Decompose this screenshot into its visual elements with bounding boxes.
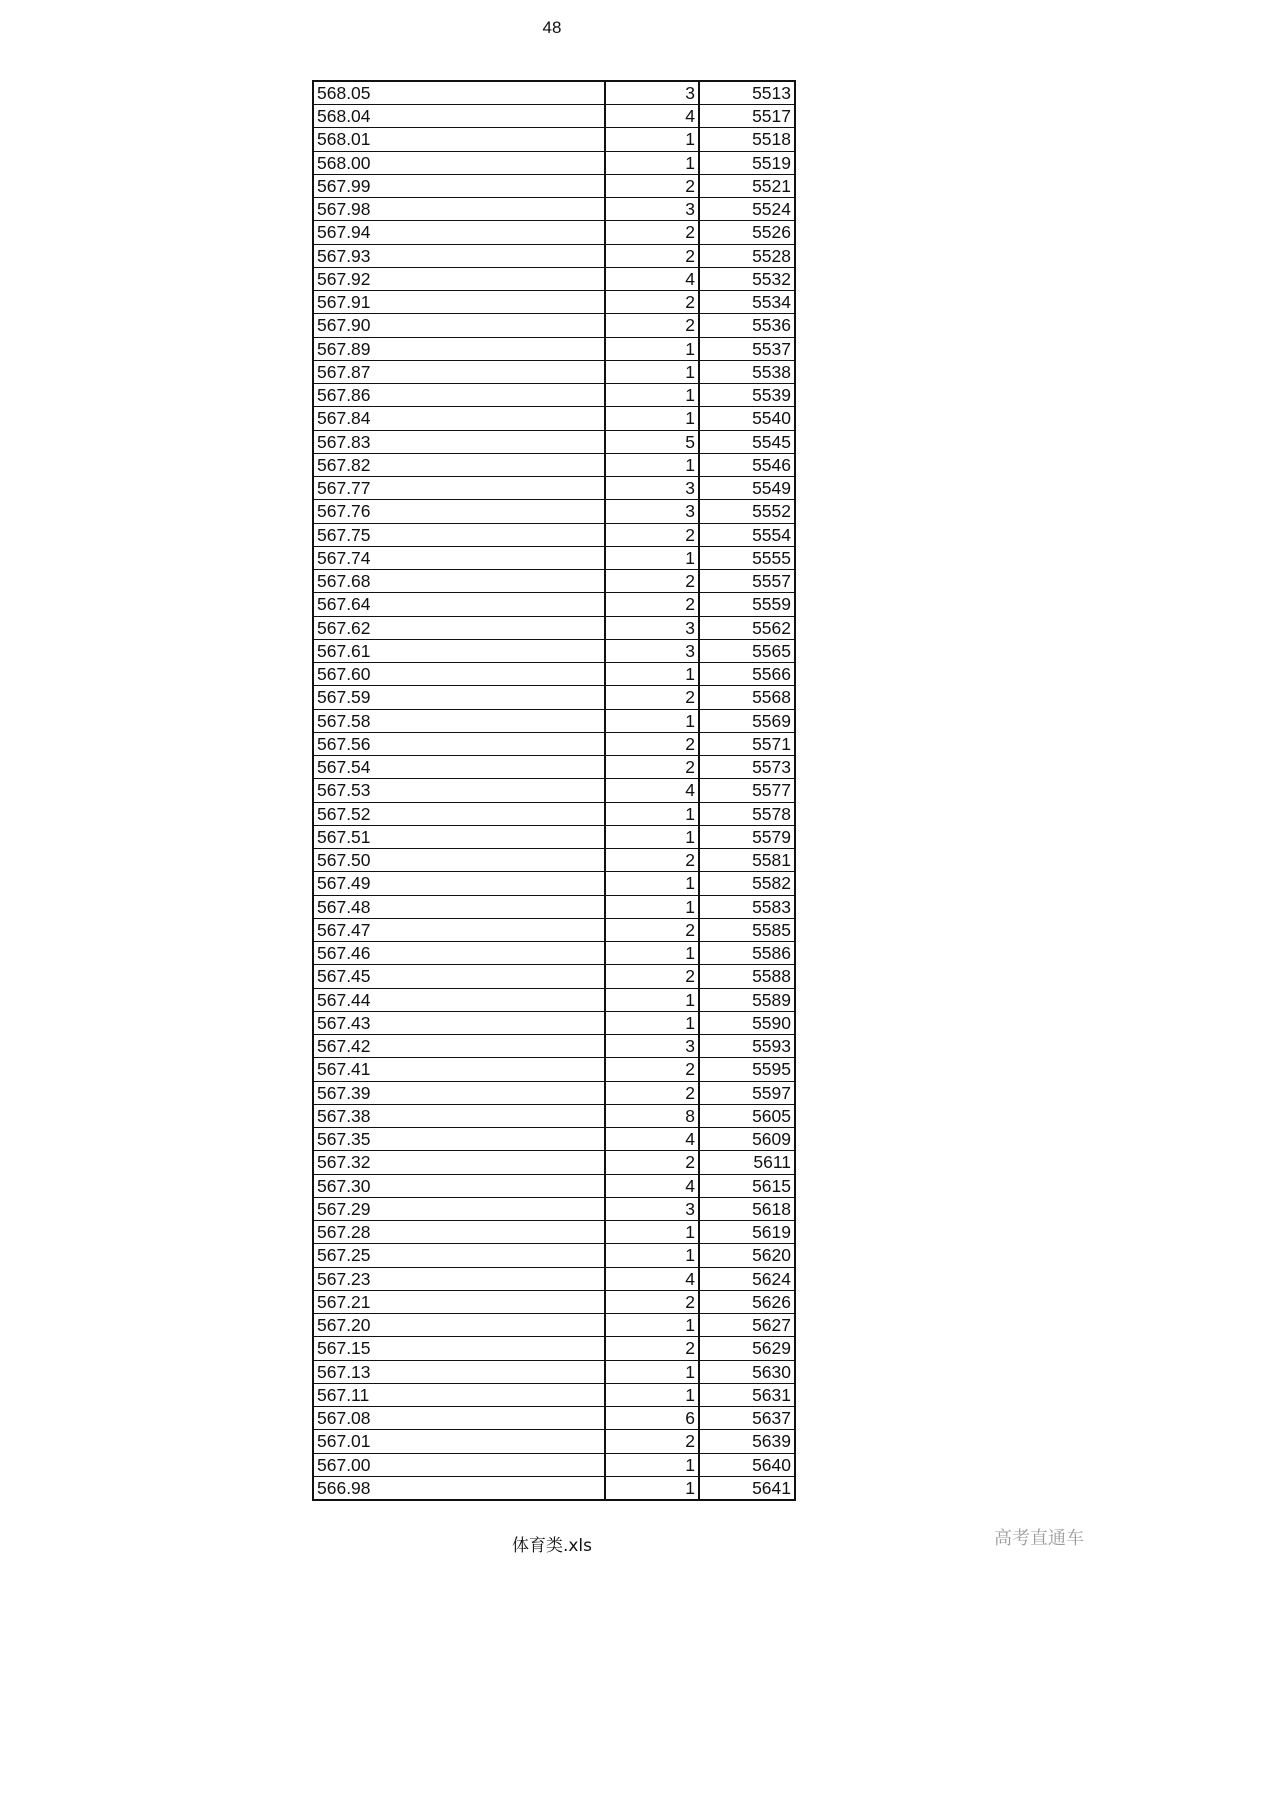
count-cell: 2 bbox=[605, 1151, 699, 1174]
score-cell: 567.51 bbox=[313, 825, 605, 848]
score-cell: 567.87 bbox=[313, 360, 605, 383]
score-cell: 567.39 bbox=[313, 1081, 605, 1104]
score-cell: 567.23 bbox=[313, 1267, 605, 1290]
count-cell: 2 bbox=[605, 732, 699, 755]
cumulative-cell: 5627 bbox=[699, 1314, 795, 1337]
cumulative-cell: 5557 bbox=[699, 570, 795, 593]
cumulative-cell: 5571 bbox=[699, 732, 795, 755]
score-cell: 567.41 bbox=[313, 1058, 605, 1081]
score-cell: 567.01 bbox=[313, 1430, 605, 1453]
cumulative-cell: 5597 bbox=[699, 1081, 795, 1104]
score-cell: 567.83 bbox=[313, 430, 605, 453]
score-cell: 567.54 bbox=[313, 756, 605, 779]
score-cell: 567.82 bbox=[313, 453, 605, 476]
table-row bbox=[313, 546, 795, 569]
count-cell: 2 bbox=[605, 570, 699, 593]
cumulative-cell: 5583 bbox=[699, 895, 795, 918]
score-cell: 567.30 bbox=[313, 1174, 605, 1197]
count-cell: 2 bbox=[605, 593, 699, 616]
count-cell: 1 bbox=[605, 895, 699, 918]
score-cell: 567.68 bbox=[313, 570, 605, 593]
table-row bbox=[313, 430, 795, 453]
score-cell: 567.45 bbox=[313, 965, 605, 988]
count-cell: 1 bbox=[605, 802, 699, 825]
cumulative-cell: 5624 bbox=[699, 1267, 795, 1290]
score-cell: 567.77 bbox=[313, 477, 605, 500]
table-row bbox=[313, 151, 795, 174]
cumulative-cell: 5518 bbox=[699, 128, 795, 151]
table-row bbox=[313, 1011, 795, 1034]
score-cell: 567.61 bbox=[313, 639, 605, 662]
table-row bbox=[313, 128, 795, 151]
count-cell: 1 bbox=[605, 1383, 699, 1406]
table-row bbox=[313, 825, 795, 848]
count-cell: 3 bbox=[605, 1197, 699, 1220]
count-cell: 4 bbox=[605, 1128, 699, 1151]
cumulative-cell: 5589 bbox=[699, 988, 795, 1011]
table-row bbox=[313, 1081, 795, 1104]
score-cell: 567.11 bbox=[313, 1383, 605, 1406]
cumulative-cell: 5569 bbox=[699, 709, 795, 732]
count-cell: 1 bbox=[605, 988, 699, 1011]
table-row bbox=[313, 732, 795, 755]
table-row bbox=[313, 570, 795, 593]
count-cell: 1 bbox=[605, 1011, 699, 1034]
cumulative-cell: 5554 bbox=[699, 523, 795, 546]
table-row bbox=[313, 453, 795, 476]
table-row bbox=[313, 337, 795, 360]
table-row bbox=[313, 593, 795, 616]
score-cell: 567.94 bbox=[313, 221, 605, 244]
score-cell: 567.29 bbox=[313, 1197, 605, 1220]
cumulative-cell: 5532 bbox=[699, 267, 795, 290]
score-cell: 567.86 bbox=[313, 384, 605, 407]
cumulative-cell: 5536 bbox=[699, 314, 795, 337]
cumulative-cell: 5549 bbox=[699, 477, 795, 500]
count-cell: 1 bbox=[605, 709, 699, 732]
table-row bbox=[313, 872, 795, 895]
table-row bbox=[313, 779, 795, 802]
table-row bbox=[313, 802, 795, 825]
score-cell: 568.04 bbox=[313, 105, 605, 128]
table-row bbox=[313, 477, 795, 500]
count-cell: 1 bbox=[605, 1221, 699, 1244]
count-cell: 2 bbox=[605, 291, 699, 314]
score-cell: 568.05 bbox=[313, 81, 605, 105]
table-row bbox=[313, 756, 795, 779]
score-cell: 568.00 bbox=[313, 151, 605, 174]
table-row bbox=[313, 686, 795, 709]
table-row bbox=[313, 1035, 795, 1058]
score-cell: 567.43 bbox=[313, 1011, 605, 1034]
count-cell: 2 bbox=[605, 918, 699, 941]
score-cell: 567.00 bbox=[313, 1453, 605, 1476]
table-row bbox=[313, 1314, 795, 1337]
count-cell: 1 bbox=[605, 663, 699, 686]
table-row bbox=[313, 267, 795, 290]
table-row bbox=[313, 1128, 795, 1151]
cumulative-cell: 5631 bbox=[699, 1383, 795, 1406]
score-cell: 567.58 bbox=[313, 709, 605, 732]
count-cell: 1 bbox=[605, 1244, 699, 1267]
cumulative-cell: 5521 bbox=[699, 174, 795, 197]
table-row bbox=[313, 895, 795, 918]
score-cell: 567.48 bbox=[313, 895, 605, 918]
cumulative-cell: 5568 bbox=[699, 686, 795, 709]
count-cell: 2 bbox=[605, 174, 699, 197]
cumulative-cell: 5586 bbox=[699, 942, 795, 965]
count-cell: 4 bbox=[605, 779, 699, 802]
score-cell: 567.93 bbox=[313, 244, 605, 267]
table-row bbox=[313, 1267, 795, 1290]
score-cell: 567.76 bbox=[313, 500, 605, 523]
table-row bbox=[313, 1383, 795, 1406]
score-cell: 567.59 bbox=[313, 686, 605, 709]
cumulative-cell: 5611 bbox=[699, 1151, 795, 1174]
count-cell: 1 bbox=[605, 360, 699, 383]
count-cell: 2 bbox=[605, 1290, 699, 1313]
cumulative-cell: 5534 bbox=[699, 291, 795, 314]
count-cell: 8 bbox=[605, 1104, 699, 1127]
table-row bbox=[313, 360, 795, 383]
score-cell: 567.74 bbox=[313, 546, 605, 569]
table-row bbox=[313, 1104, 795, 1127]
cumulative-cell: 5595 bbox=[699, 1058, 795, 1081]
count-cell: 3 bbox=[605, 616, 699, 639]
cumulative-cell: 5578 bbox=[699, 802, 795, 825]
table-row bbox=[313, 244, 795, 267]
table-row bbox=[313, 1360, 795, 1383]
count-cell: 2 bbox=[605, 244, 699, 267]
count-cell: 1 bbox=[605, 825, 699, 848]
cumulative-cell: 5552 bbox=[699, 500, 795, 523]
cumulative-cell: 5605 bbox=[699, 1104, 795, 1127]
count-cell: 2 bbox=[605, 221, 699, 244]
count-cell: 1 bbox=[605, 337, 699, 360]
cumulative-cell: 5528 bbox=[699, 244, 795, 267]
cumulative-cell: 5637 bbox=[699, 1407, 795, 1430]
cumulative-cell: 5590 bbox=[699, 1011, 795, 1034]
count-cell: 1 bbox=[605, 384, 699, 407]
count-cell: 1 bbox=[605, 872, 699, 895]
score-cell: 567.56 bbox=[313, 732, 605, 755]
page-number: 48 bbox=[542, 18, 562, 37]
score-cell: 567.90 bbox=[313, 314, 605, 337]
count-cell: 2 bbox=[605, 849, 699, 872]
cumulative-cell: 5559 bbox=[699, 593, 795, 616]
cumulative-cell: 5609 bbox=[699, 1128, 795, 1151]
count-cell: 3 bbox=[605, 198, 699, 221]
count-cell: 1 bbox=[605, 128, 699, 151]
count-cell: 2 bbox=[605, 686, 699, 709]
cumulative-cell: 5618 bbox=[699, 1197, 795, 1220]
table-row bbox=[313, 663, 795, 686]
score-cell: 568.01 bbox=[313, 128, 605, 151]
score-cell: 567.89 bbox=[313, 337, 605, 360]
cumulative-cell: 5565 bbox=[699, 639, 795, 662]
count-cell: 4 bbox=[605, 1267, 699, 1290]
table-body bbox=[313, 81, 795, 1500]
score-cell: 566.98 bbox=[313, 1476, 605, 1500]
score-cell: 567.84 bbox=[313, 407, 605, 430]
count-cell: 3 bbox=[605, 1035, 699, 1058]
count-cell: 1 bbox=[605, 1476, 699, 1500]
count-cell: 2 bbox=[605, 523, 699, 546]
table-row bbox=[313, 616, 795, 639]
count-cell: 4 bbox=[605, 267, 699, 290]
table-row bbox=[313, 314, 795, 337]
cumulative-cell: 5581 bbox=[699, 849, 795, 872]
score-cell: 567.64 bbox=[313, 593, 605, 616]
count-cell: 2 bbox=[605, 1337, 699, 1360]
score-cell: 567.13 bbox=[313, 1360, 605, 1383]
cumulative-cell: 5566 bbox=[699, 663, 795, 686]
score-cell: 567.20 bbox=[313, 1314, 605, 1337]
cumulative-cell: 5588 bbox=[699, 965, 795, 988]
cumulative-cell: 5539 bbox=[699, 384, 795, 407]
table-row bbox=[313, 1197, 795, 1220]
score-cell: 567.99 bbox=[313, 174, 605, 197]
table-row bbox=[313, 1453, 795, 1476]
table-row bbox=[313, 1407, 795, 1430]
count-cell: 2 bbox=[605, 314, 699, 337]
count-cell: 3 bbox=[605, 477, 699, 500]
score-cell: 567.53 bbox=[313, 779, 605, 802]
table-row bbox=[313, 1174, 795, 1197]
count-cell: 1 bbox=[605, 1360, 699, 1383]
score-cell: 567.75 bbox=[313, 523, 605, 546]
cumulative-cell: 5526 bbox=[699, 221, 795, 244]
cumulative-cell: 5517 bbox=[699, 105, 795, 128]
table-row bbox=[313, 1337, 795, 1360]
table-row bbox=[313, 988, 795, 1011]
table-row bbox=[313, 849, 795, 872]
cumulative-cell: 5513 bbox=[699, 81, 795, 105]
cumulative-cell: 5585 bbox=[699, 918, 795, 941]
count-cell: 3 bbox=[605, 500, 699, 523]
score-cell: 567.62 bbox=[313, 616, 605, 639]
count-cell: 1 bbox=[605, 942, 699, 965]
cumulative-cell: 5538 bbox=[699, 360, 795, 383]
table-row bbox=[313, 709, 795, 732]
cumulative-cell: 5641 bbox=[699, 1476, 795, 1500]
count-cell: 1 bbox=[605, 1453, 699, 1476]
table-row bbox=[313, 291, 795, 314]
score-distribution-table bbox=[312, 80, 796, 1501]
cumulative-cell: 5582 bbox=[699, 872, 795, 895]
count-cell: 1 bbox=[605, 546, 699, 569]
score-cell: 567.44 bbox=[313, 988, 605, 1011]
table-row bbox=[313, 198, 795, 221]
score-cell: 567.15 bbox=[313, 1337, 605, 1360]
count-cell: 2 bbox=[605, 1058, 699, 1081]
table-row bbox=[313, 221, 795, 244]
score-cell: 567.50 bbox=[313, 849, 605, 872]
cumulative-cell: 5562 bbox=[699, 616, 795, 639]
score-cell: 567.21 bbox=[313, 1290, 605, 1313]
score-cell: 567.92 bbox=[313, 267, 605, 290]
cumulative-cell: 5629 bbox=[699, 1337, 795, 1360]
score-cell: 567.49 bbox=[313, 872, 605, 895]
count-cell: 1 bbox=[605, 407, 699, 430]
count-cell: 2 bbox=[605, 756, 699, 779]
cumulative-cell: 5555 bbox=[699, 546, 795, 569]
score-cell: 567.08 bbox=[313, 1407, 605, 1430]
count-cell: 2 bbox=[605, 965, 699, 988]
score-cell: 567.42 bbox=[313, 1035, 605, 1058]
cumulative-cell: 5619 bbox=[699, 1221, 795, 1244]
table-row bbox=[313, 384, 795, 407]
cumulative-cell: 5639 bbox=[699, 1430, 795, 1453]
score-cell: 567.52 bbox=[313, 802, 605, 825]
cumulative-cell: 5593 bbox=[699, 1035, 795, 1058]
score-cell: 567.47 bbox=[313, 918, 605, 941]
table-row bbox=[313, 965, 795, 988]
score-cell: 567.91 bbox=[313, 291, 605, 314]
score-cell: 567.35 bbox=[313, 1128, 605, 1151]
score-cell: 567.46 bbox=[313, 942, 605, 965]
table-row bbox=[313, 1058, 795, 1081]
cumulative-cell: 5626 bbox=[699, 1290, 795, 1313]
table-row bbox=[313, 942, 795, 965]
cumulative-cell: 5630 bbox=[699, 1360, 795, 1383]
cumulative-cell: 5537 bbox=[699, 337, 795, 360]
cumulative-cell: 5579 bbox=[699, 825, 795, 848]
cumulative-cell: 5620 bbox=[699, 1244, 795, 1267]
score-cell: 567.98 bbox=[313, 198, 605, 221]
table-row bbox=[313, 174, 795, 197]
cumulative-cell: 5540 bbox=[699, 407, 795, 430]
score-cell: 567.28 bbox=[313, 1221, 605, 1244]
count-cell: 3 bbox=[605, 639, 699, 662]
cumulative-cell: 5615 bbox=[699, 1174, 795, 1197]
watermark: 高考直通车 bbox=[994, 1528, 1084, 1549]
score-cell: 567.38 bbox=[313, 1104, 605, 1127]
count-cell: 1 bbox=[605, 151, 699, 174]
table-row bbox=[313, 1151, 795, 1174]
count-cell: 3 bbox=[605, 81, 699, 105]
file-name: 体育类.xls bbox=[511, 1536, 593, 1556]
count-cell: 6 bbox=[605, 1407, 699, 1430]
table-row bbox=[313, 523, 795, 546]
table-row bbox=[313, 105, 795, 128]
cumulative-cell: 5545 bbox=[699, 430, 795, 453]
table-row bbox=[313, 1244, 795, 1267]
table-row bbox=[313, 500, 795, 523]
cumulative-cell: 5546 bbox=[699, 453, 795, 476]
cumulative-cell: 5640 bbox=[699, 1453, 795, 1476]
table-row bbox=[313, 1476, 795, 1500]
count-cell: 4 bbox=[605, 105, 699, 128]
table-row bbox=[313, 639, 795, 662]
score-cell: 567.25 bbox=[313, 1244, 605, 1267]
table-row bbox=[313, 918, 795, 941]
score-cell: 567.60 bbox=[313, 663, 605, 686]
table-row bbox=[313, 1221, 795, 1244]
cumulative-cell: 5519 bbox=[699, 151, 795, 174]
table-row bbox=[313, 1430, 795, 1453]
score-cell: 567.32 bbox=[313, 1151, 605, 1174]
cumulative-cell: 5577 bbox=[699, 779, 795, 802]
cumulative-cell: 5524 bbox=[699, 198, 795, 221]
cumulative-cell: 5573 bbox=[699, 756, 795, 779]
count-cell: 2 bbox=[605, 1430, 699, 1453]
table-row bbox=[313, 81, 795, 105]
table-row bbox=[313, 407, 795, 430]
count-cell: 1 bbox=[605, 1314, 699, 1337]
count-cell: 5 bbox=[605, 430, 699, 453]
count-cell: 1 bbox=[605, 453, 699, 476]
count-cell: 2 bbox=[605, 1081, 699, 1104]
table-row bbox=[313, 1290, 795, 1313]
count-cell: 4 bbox=[605, 1174, 699, 1197]
